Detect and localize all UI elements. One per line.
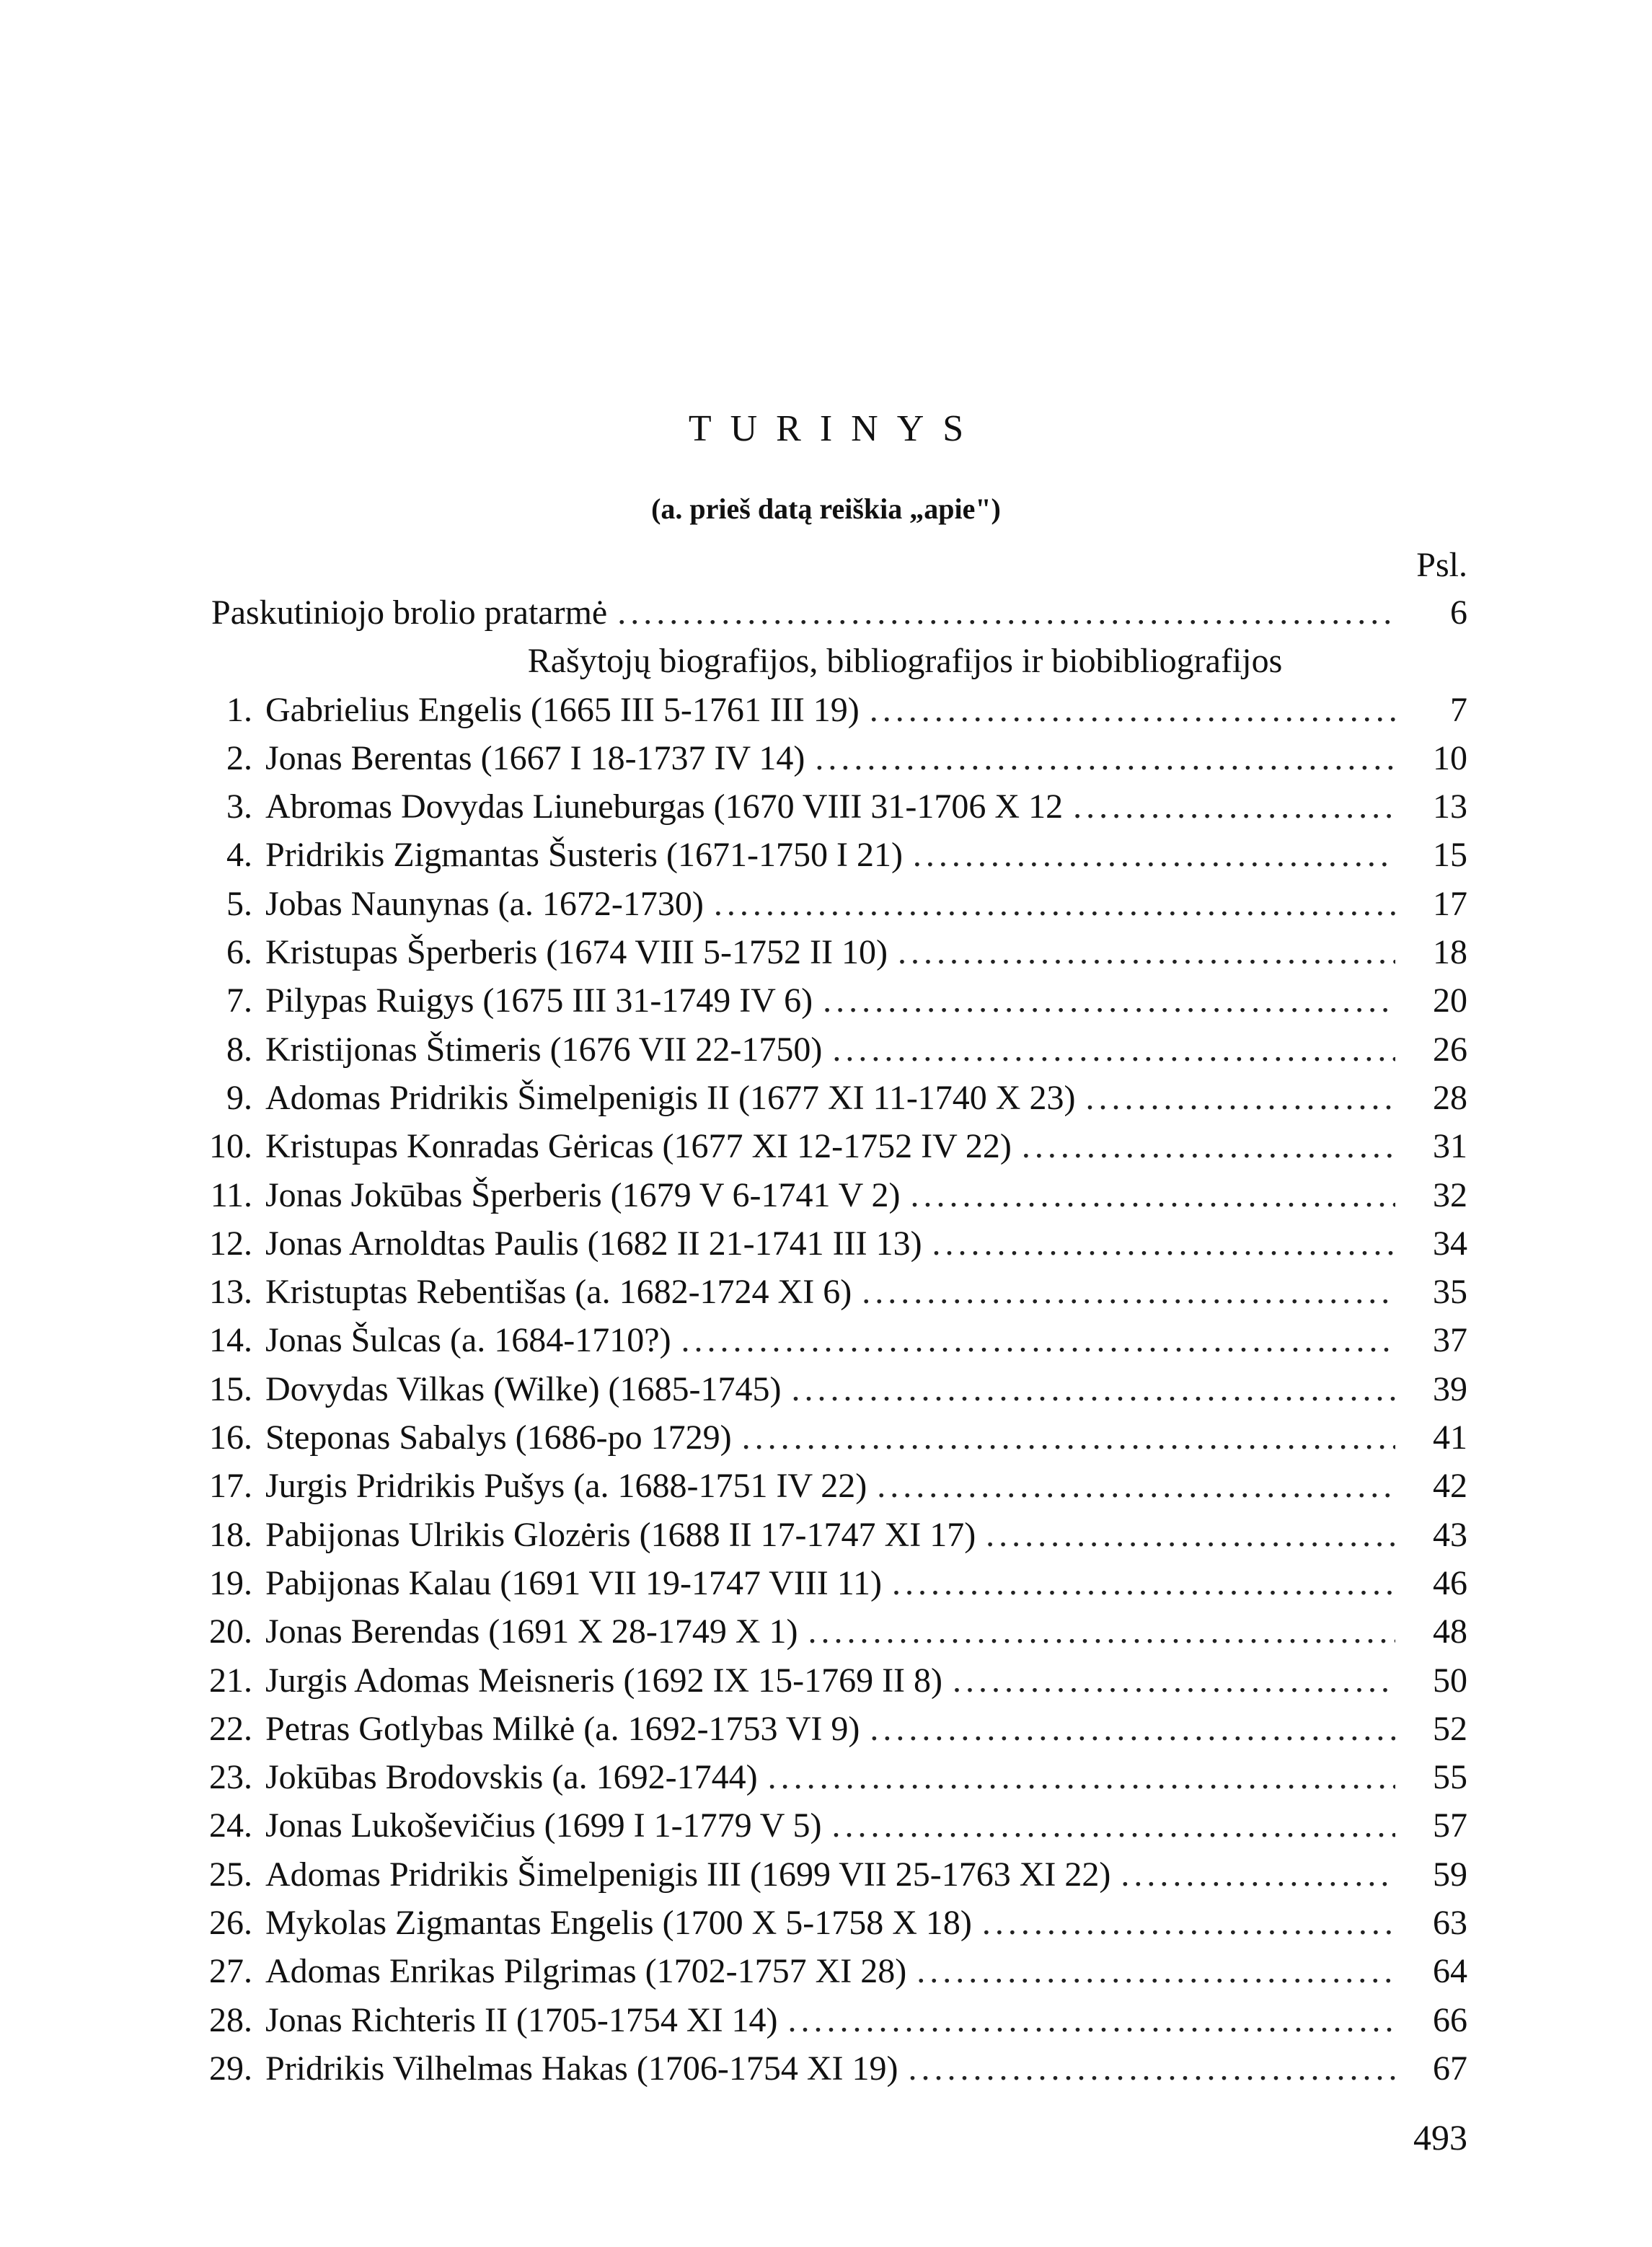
toc-entry-label: Jurgis Adomas Meisneris (1692 IX 15-1769 II 8) (265, 1661, 943, 1700)
toc-entry-page: 15 (1433, 836, 1467, 875)
toc-entry-label: Kristijonas Štimeris (1676 VII 22-1750) (265, 1030, 823, 1069)
subtitle-note: (a. prieš datą reiškia „apie") (651, 493, 1001, 525)
toc-entry-number: 9. (226, 1078, 252, 1117)
dot-leader (877, 1462, 1395, 1510)
toc-entry-row (180, 1850, 1467, 1899)
toc-entry-row (180, 1122, 1467, 1170)
toc-entry-row (180, 1025, 1467, 1074)
toc-entry-number: 7. (226, 981, 252, 1020)
toc-entry-label: Jonas Arnoldtas Paulis (1682 II 21-1741 III 13) (265, 1224, 922, 1263)
toc-entry-page: 32 (1433, 1175, 1467, 1214)
toc-entry-row (180, 1705, 1467, 1753)
toc-entry-page: 57 (1433, 1806, 1467, 1845)
toc-entry-row (180, 1947, 1467, 1995)
toc-entry-page: 31 (1433, 1127, 1467, 1166)
toc-entry-number: 10. (209, 1127, 252, 1166)
page-number: 493 (1413, 2117, 1467, 2158)
toc-entry-number: 13. (209, 1273, 252, 1312)
dot-leader (681, 1316, 1395, 1364)
toc-entry-row (180, 1996, 1467, 2044)
toc-entry-label: Jobas Naunynas (a. 1672-1730) (265, 884, 704, 923)
toc-entry-page: 13 (1433, 787, 1467, 826)
toc-entry-label: Pridrikis Vilhelmas Hakas (1706-1754 XI 19) (265, 2049, 898, 2088)
toc-entry-number: 24. (209, 1806, 252, 1845)
toc-entry-row (180, 782, 1467, 831)
toc-entry-page: 28 (1433, 1078, 1467, 1117)
toc-entry-label: Pridrikis Zigmantas Šusteris (1671-1750 I 21) (265, 836, 903, 875)
toc-entry-row (180, 1462, 1467, 1510)
dot-leader (908, 2044, 1395, 2093)
toc-entry-page: 34 (1433, 1224, 1467, 1263)
toc-entry-row (180, 1171, 1467, 1219)
toc-entry-number: 28. (209, 2000, 252, 2039)
dot-leader (862, 1268, 1395, 1316)
toc-entry-label: Petras Gotlybas Milkė (a. 1692-1753 VI 9) (265, 1709, 860, 1748)
toc-entry-label: Jonas Berentas (1667 I 18-1737 IV 14) (265, 738, 805, 777)
toc-entry-page: 7 (1450, 690, 1467, 729)
toc-entry-page: 10 (1433, 738, 1467, 777)
dot-leader (1073, 782, 1395, 831)
dot-leader (892, 1559, 1395, 1607)
toc-entry-page: 42 (1433, 1467, 1467, 1506)
dot-leader (1085, 1074, 1395, 1122)
toc-entry-row (180, 831, 1467, 879)
toc-entry-label: Pabijonas Kalau (1691 VII 19-1747 VIII 11) (265, 1563, 882, 1602)
toc-entry-number: 19. (209, 1563, 252, 1602)
dot-leader (1022, 1122, 1395, 1170)
toc-entry-label: Kristupas Konradas Gėricas (1677 XI 12-1752 IV 22) (265, 1127, 1012, 1166)
dot-leader (617, 588, 1395, 637)
toc-entry-label: Pilypas Ruigys (1675 III 31-1749 IV 6) (265, 981, 813, 1020)
dot-leader (910, 1171, 1395, 1219)
toc-entry-number: 25. (209, 1855, 252, 1894)
dot-leader (932, 1219, 1395, 1268)
toc-entry-number: 12. (209, 1224, 252, 1263)
toc-entry-page: 50 (1433, 1661, 1467, 1700)
dot-leader (898, 928, 1395, 976)
dot-leader (982, 1899, 1395, 1947)
toc-entry-page: 64 (1433, 1952, 1467, 1991)
toc-entry-page: 46 (1433, 1563, 1467, 1602)
toc-entry-page: 63 (1433, 1904, 1467, 1943)
toc-entry-label: Dovydas Vilkas (Wilke) (1685-1745) (265, 1369, 782, 1408)
toc-entries (180, 686, 1467, 2093)
toc-entry-row (180, 1413, 1467, 1462)
toc-entry-label: Jonas Šulcas (a. 1684-1710?) (265, 1321, 671, 1360)
toc-entry-label: Pabijonas Ulrikis Glozėris (1688 II 17-1747 XI 17) (265, 1515, 976, 1554)
toc-entry-row (180, 1511, 1467, 1559)
dot-leader (815, 734, 1395, 782)
toc-entry-row (180, 1316, 1467, 1364)
toc-entry-number: 22. (209, 1709, 252, 1748)
toc-entry-number: 26. (209, 1904, 252, 1943)
toc-entry-page: 18 (1433, 933, 1467, 972)
dot-leader (916, 1947, 1395, 1995)
toc-entry-label: Adomas Pridrikis Šimelpenigis II (1677 XI 11-1740 X 23) (265, 1078, 1076, 1117)
toc-entry-label: Jonas Lukoševičius (1699 I 1-1779 V 5) (265, 1806, 822, 1845)
toc-entry-page: 37 (1433, 1321, 1467, 1360)
toc-entry-number: 14. (209, 1321, 252, 1360)
toc-entry-row (180, 1753, 1467, 1801)
toc-entry-number: 21. (209, 1661, 252, 1700)
toc-entry-page: 26 (1433, 1030, 1467, 1069)
toc-entry-row (180, 1656, 1467, 1705)
toc-entry-row (180, 734, 1467, 782)
toc-entry-number: 11. (210, 1175, 252, 1214)
dot-leader (913, 831, 1395, 879)
toc-entry-page: 6 (1450, 593, 1467, 632)
table-of-contents (180, 588, 1467, 2093)
toc-entry-label: Adomas Pridrikis Šimelpenigis III (1699 VII 25-1763 XI 22) (265, 1855, 1111, 1894)
dot-leader (768, 1753, 1395, 1801)
dot-leader (792, 1365, 1396, 1413)
toc-entry-row (180, 686, 1467, 734)
toc-entry-page: 39 (1433, 1369, 1467, 1408)
dot-leader (808, 1607, 1395, 1656)
toc-section-heading (180, 637, 1467, 685)
toc-entry-number: 5. (226, 884, 252, 923)
toc-entry-number: 23. (209, 1758, 252, 1797)
toc-entry-row (180, 1268, 1467, 1316)
toc-entry-row (180, 1899, 1467, 1947)
toc-entry-label: Adomas Enrikas Pilgrimas (1702-1757 XI 28) (265, 1952, 907, 1991)
dot-leader (714, 880, 1395, 928)
section-heading-text: Rašytojų biografijos, bibliografijos ir biobibliografijos (527, 642, 1283, 681)
toc-entry-number: 27. (209, 1952, 252, 1991)
toc-entry-label: Jonas Richteris II (1705-1754 XI 14) (265, 2000, 778, 2039)
toc-entry-number: 8. (226, 1030, 252, 1069)
dot-leader (953, 1656, 1395, 1705)
toc-entry-row (180, 880, 1467, 928)
dot-leader (742, 1413, 1395, 1462)
toc-entry-page: 66 (1433, 2000, 1467, 2039)
toc-entry-label: Gabrielius Engelis (1665 III 5-1761 III 19) (265, 690, 860, 729)
toc-entry-label: Mykolas Zigmantas Engelis (1700 X 5-1758 X 18) (265, 1904, 972, 1943)
toc-entry-page: 43 (1433, 1515, 1467, 1554)
toc-entry-number: 1. (226, 690, 252, 729)
toc-entry-row (180, 1801, 1467, 1850)
dot-leader (1121, 1850, 1395, 1899)
dot-leader (823, 976, 1395, 1025)
toc-entry-page: 35 (1433, 1273, 1467, 1312)
toc-entry-number: 20. (209, 1612, 252, 1651)
toc-entry-label: Jonas Jokūbas Šperberis (1679 V 6-1741 V 2) (265, 1175, 901, 1214)
toc-entry-row (180, 1559, 1467, 1607)
toc-entry-page: 59 (1433, 1855, 1467, 1894)
toc-entry-number: 29. (209, 2049, 252, 2088)
toc-entry-row (180, 1365, 1467, 1413)
toc-entry-label: Paskutiniojo brolio pratarmė (211, 593, 608, 632)
page-column-header: Psl. (1416, 546, 1467, 584)
toc-entry-row (180, 976, 1467, 1025)
toc-entry-label: Jonas Berendas (1691 X 28-1749 X 1) (265, 1612, 798, 1651)
toc-entry-row (180, 928, 1467, 976)
toc-entry-page: 52 (1433, 1709, 1467, 1748)
toc-entry-row (180, 1607, 1467, 1656)
toc-entry-number: 6. (226, 933, 252, 972)
toc-entry-page: 20 (1433, 981, 1467, 1020)
toc-entry-number: 3. (226, 787, 252, 826)
toc-entry-row (180, 1074, 1467, 1122)
dot-leader (870, 686, 1395, 734)
dot-leader (832, 1801, 1396, 1850)
toc-entry-label: Steponas Sabalys (1686-po 1729) (265, 1418, 732, 1457)
toc-entry-page: 67 (1433, 2049, 1467, 2088)
toc-entry-page: 41 (1433, 1418, 1467, 1457)
dot-leader (870, 1705, 1395, 1753)
toc-entry-number: 18. (209, 1515, 252, 1554)
toc-entry-page: 17 (1433, 884, 1467, 923)
toc-entry-page: 48 (1433, 1612, 1467, 1651)
toc-preface-row (180, 588, 1467, 637)
toc-entry-page: 55 (1433, 1758, 1467, 1797)
dot-leader (986, 1511, 1395, 1559)
toc-entry-label: Abromas Dovydas Liuneburgas (1670 VIII 31-1706 X 12 (265, 787, 1064, 826)
dot-leader (832, 1025, 1395, 1074)
toc-entry-label: Kristuptas Rebentišas (a. 1682-1724 XI 6) (265, 1273, 852, 1312)
toc-entry-row (180, 1219, 1467, 1268)
toc-entry-label: Kristupas Šperberis (1674 VIII 5-1752 II 10) (265, 933, 888, 972)
toc-entry-label: Jokūbas Brodovskis (a. 1692-1744) (265, 1758, 758, 1797)
toc-entry-number: 15. (209, 1369, 252, 1408)
toc-entry-number: 2. (226, 738, 252, 777)
dot-leader (788, 1996, 1395, 2044)
toc-entry-label: Jurgis Pridrikis Pušys (a. 1688-1751 IV 22) (265, 1467, 867, 1506)
toc-entry-number: 17. (209, 1467, 252, 1506)
toc-entry-number: 16. (209, 1418, 252, 1457)
toc-entry-row (180, 2044, 1467, 2093)
page-title: TURINYS (688, 408, 983, 449)
toc-entry-number: 4. (226, 836, 252, 875)
